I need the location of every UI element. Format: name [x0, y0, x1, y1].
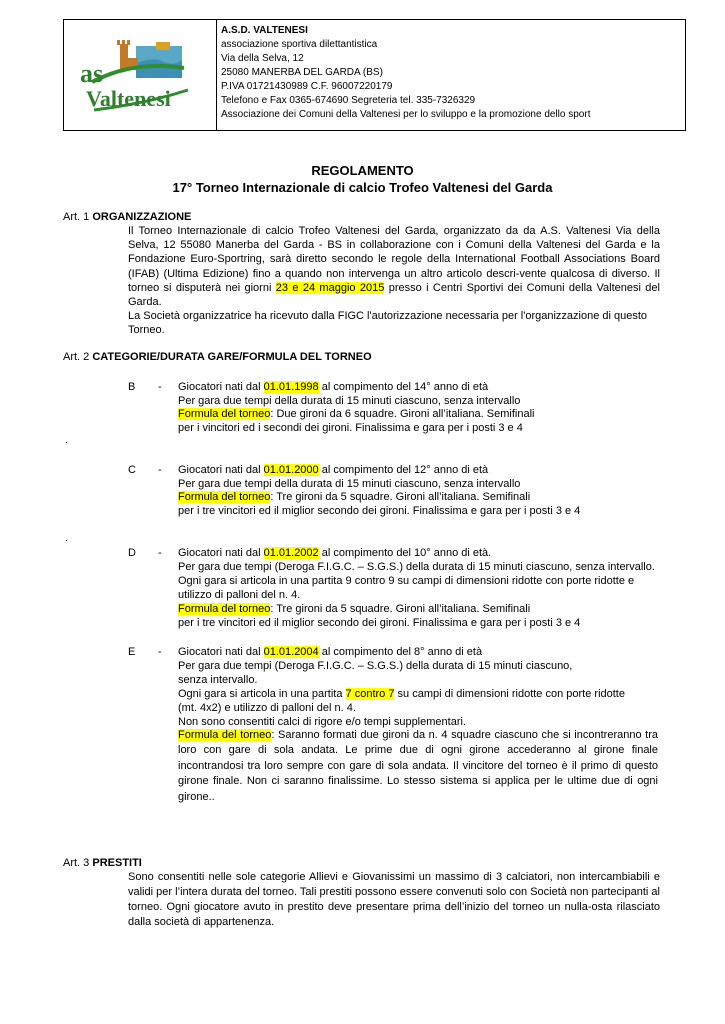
page-title: REGOLAMENTO — [311, 163, 414, 178]
cat-e-line6: Non sono consentiti calci di rigore e/o tempi supplementari. — [178, 716, 466, 728]
cat-b-line4: per i vincitori ed i secondi dei gironi. Finalissima e gara per i posti 3 e 4 — [178, 422, 523, 434]
art1-authorization: La Società organizzatrice ha ricevuto dalla FIGC l'autorizzazione necessaria per l'organizzazione di questo Torneo. — [128, 310, 648, 337]
cat-d-dash: - — [158, 547, 162, 559]
cat-c-formula: : Tre gironi da 5 squadre. Gironi all’italiana. Semifinali — [270, 491, 531, 503]
cat-e-letter: E — [128, 646, 136, 658]
cat-c-line4: per i tre vincitori ed il miglior secondo dei gironi. Finalissima e gara per i posti 3 e 4 — [178, 505, 581, 517]
separator-dot: . — [65, 532, 69, 544]
cat-d-body: Per gara due tempi (Deroga F.I.G.C. – S.G.S.) della durata di 15 minuti ciascuno, senza intervallo. Ogni gara si articola in una partita 9 contro 9 su campi di dimensioni ridotte con porte ridotte e utilizzo di palloni del n. 4. — [178, 561, 655, 602]
cat-c-line2: Per gara due tempi della durata di 15 minuti ciascuno, senza intervallo — [178, 478, 521, 490]
cat-d-text-end: al compimento del 10° anno di età. — [318, 547, 492, 559]
cat-e-date: 01.01.2004 — [263, 646, 319, 658]
cat-c-letter: C — [128, 464, 136, 476]
club-info — [221, 24, 590, 122]
cat-d-formula-line — [178, 602, 530, 616]
cat-e-text-2: Ogni gara si articola in una partita — [178, 688, 346, 700]
cat-c-text: Giocatori nati dal — [178, 464, 264, 476]
art1-prefix: Art. 1 — [63, 211, 90, 223]
cat-e-formula: : Saranno formati due gironi da n. 4 squadre ciascuno che si incontreranno tra loro con gare di sola andata. Le prime due di ogni girone accederanno al girone finale incontrandosi tra loro sempre con gare di sola andata. Il vincitore del torneo è il primo di questo girone finale. Non ci saranno finalissime. Lo stesso sistema si applica per le ultime due di ogni girone.. — [178, 729, 658, 803]
cat-d-text: Giocatori nati dal — [178, 547, 264, 559]
cat-c-text-end: al compimento del 12° anno di età — [318, 464, 489, 476]
cat-e-line4 — [178, 687, 625, 701]
cat-b-line1 — [178, 380, 488, 394]
cat-b-text: Giocatori nati dal — [178, 381, 264, 393]
club-vat: P.IVA 01721430989 C.F. 96007220179 — [221, 81, 393, 92]
club-name: A.S.D. VALTENESI — [221, 25, 308, 36]
cat-b-line3 — [178, 407, 534, 421]
separator-dot: . — [65, 434, 69, 446]
cat-d-line-last: per i tre vincitori ed il miglior secondo dei gironi. Finalissima e gara per i posti 3 e 4 — [178, 617, 581, 629]
art3-prefix: Art. 3 — [63, 857, 90, 869]
cat-d-line1 — [178, 546, 491, 560]
logo-name-text: Valtenesi — [86, 86, 171, 111]
cat-e-format: 7 contro 7 — [345, 688, 395, 700]
cat-b-formula: : Due gironi da 6 squadre. Gironi all’italiana. Semifinali — [270, 408, 535, 420]
art1-title: ORGANIZZAZIONE — [92, 211, 192, 223]
cat-e-line2: Per gara due tempi (Deroga F.I.G.C. – S.G.S.) della durata di 15 minuti ciascuno, — [178, 660, 573, 672]
club-mission: Associazione dei Comuni della Valtenesi per lo sviluppo e la promozione dello sport — [221, 109, 591, 120]
cat-b-dash: - — [158, 381, 162, 393]
art3-title: PRESTITI — [92, 857, 142, 869]
cat-b-formula-label: Formula del torneo — [178, 408, 271, 420]
club-type: associazione sportiva dilettantistica — [221, 39, 378, 50]
art1-heading — [63, 210, 191, 224]
tournament-dates: 23 e 24 maggio 2015 — [275, 281, 385, 294]
cat-e-line3: senza intervallo. — [178, 674, 258, 686]
club-logo — [64, 20, 216, 130]
club-address: Via della Selva, 12 — [221, 53, 304, 64]
cat-b-line2: Per gara due tempi della durata di 15 minuti ciascuno, senza intervallo — [178, 395, 521, 407]
cat-e-dash: - — [158, 646, 162, 658]
cat-c-line3 — [178, 490, 530, 504]
cat-b-text-end: al compimento del 14° anno di età — [318, 381, 489, 393]
page-subtitle: 17° Torneo Internazionale di calcio Trofeo Valtenesi del Garda — [172, 180, 553, 195]
cat-b-date: 01.01.1998 — [263, 381, 319, 393]
cat-e-text-end: al compimento del 8° anno di età — [318, 646, 483, 658]
letterhead-box — [63, 19, 686, 131]
cat-d-date: 01.01.2002 — [263, 547, 319, 559]
club-phone: Telefono e Fax 0365-674690 Segreteria tel. 335-7326329 — [221, 95, 476, 106]
cat-c-dash: - — [158, 464, 162, 476]
cat-e-formula-label: Formula del torneo — [178, 729, 272, 741]
club-city: 25080 MANERBA DEL GARDA (BS) — [221, 67, 383, 78]
art2-title: CATEGORIE/DURATA GARE/FORMULA DEL TORNEO — [92, 351, 372, 363]
art1-text-end: presso i Centri Sportivi dei Comuni della Valtenesi del Garda. — [128, 281, 660, 309]
cat-e-line1 — [178, 645, 482, 659]
cat-e-line5: (mt. 4x2) e utilizzo di palloni del n. 4. — [178, 702, 356, 714]
cat-c-line1 — [178, 463, 488, 477]
art1-paragraph — [128, 224, 660, 309]
art3-heading — [63, 856, 142, 870]
cat-d-formula: : Tre gironi da 5 squadre. Gironi all’italiana. Semifinali — [270, 603, 531, 615]
cat-e-text-3: su campi di dimensioni ridotte con porte ridotte — [394, 688, 625, 700]
cat-c-date: 01.01.2000 — [263, 464, 319, 476]
cat-d-letter: D — [128, 547, 136, 559]
art2-heading — [63, 350, 372, 364]
cat-d-formula-label: Formula del torneo — [178, 603, 271, 615]
art2-prefix: Art. 2 — [63, 351, 90, 363]
cat-e-formula-paragraph — [178, 728, 658, 805]
cat-e-text: Giocatori nati dal — [178, 646, 264, 658]
art3-paragraph: Sono consentiti nelle sole categorie Allievi e Giovanissimi un massimo di 3 calciatori, non intercambiabili e validi per l’intera durata del torneo. Tali prestiti possono essere convenuti solo con Società non partecipanti al torneo. Ogni giocatore avuto in prestito deve presentare prima dell’inizio del torneo un nulla-osta rilasciato dalla società di appartenenza. — [128, 871, 660, 928]
art1-text: Il Torneo Internazionale di calcio Trofeo Valtenesi del Garda, organizzato da da A.S. Valtenesi Via della Selva, 12 55080 Manerba del Garda - BS in collaborazione con i Comuni della Valtenesi del Garda e la Fondazione Euro-Sportring, sarà diretto secondo le regole della International Football Associations Board (IFAB) (Ultima Edizione) fino a quando non intervenga un altro articolo descri-vente qualcosa di diverso. Il torneo si disputerà nei giorni — [128, 225, 660, 294]
cat-c-formula-label: Formula del torneo — [178, 491, 271, 503]
cat-b-letter: B — [128, 381, 136, 393]
logo-as-text: as — [80, 59, 104, 88]
logo-cell — [64, 20, 217, 130]
